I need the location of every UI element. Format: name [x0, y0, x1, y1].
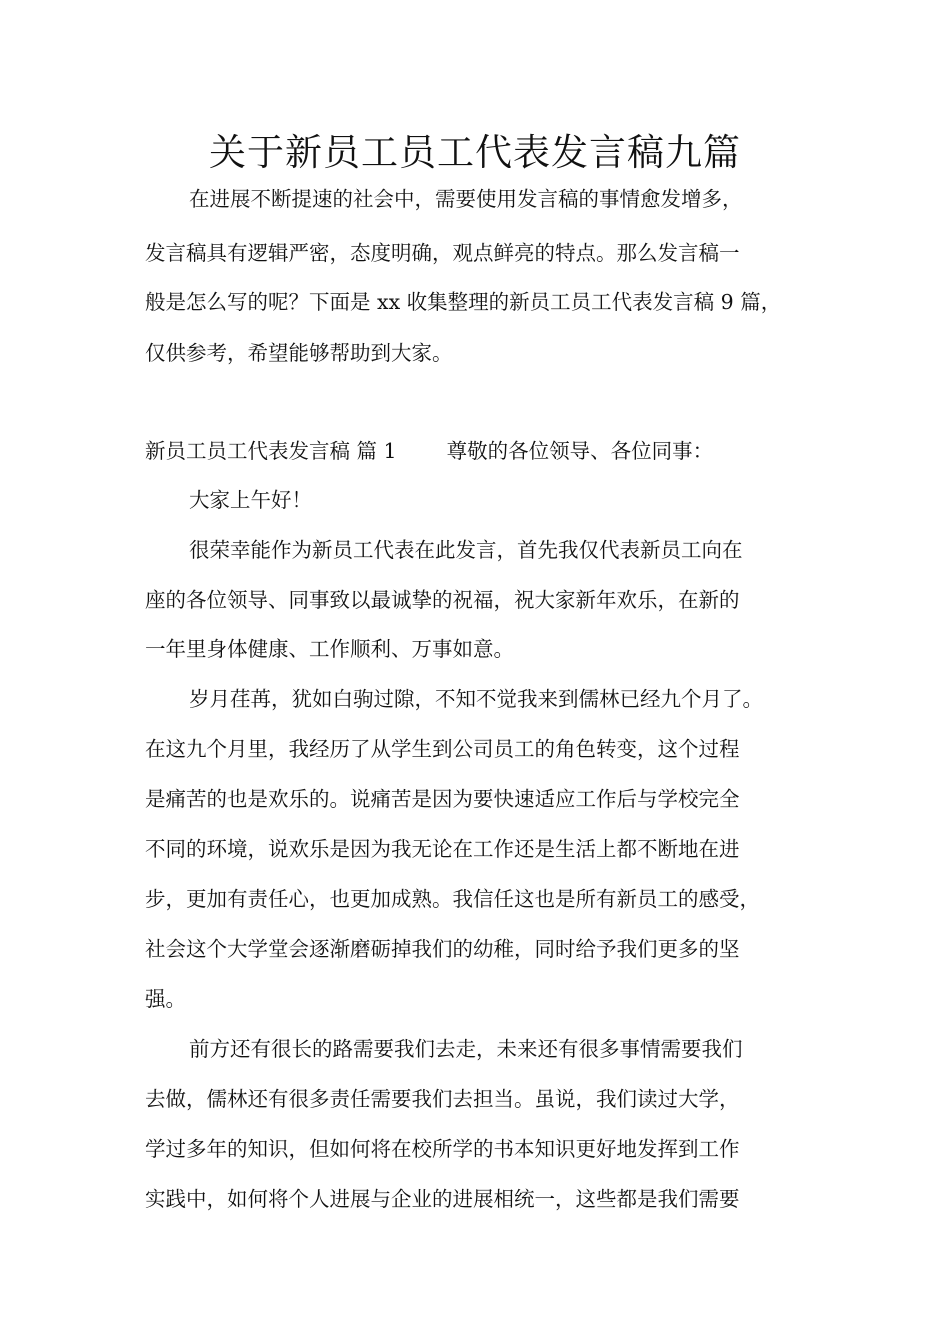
paragraph-line: 岁月荏苒，犹如白驹过隙，不知不觉我来到儒林已经九个月了。 — [189, 687, 763, 711]
paragraph-line: 不同的环境，说欢乐是因为我无论在工作还是生活上都不断地在进 — [145, 837, 740, 861]
salutation: 尊敬的各位领导、各位同事： — [446, 439, 714, 463]
paragraph-line: 前方还有很长的路需要我们去走，未来还有很多事情需要我们 — [189, 1037, 743, 1061]
paragraph-line: 去做，儒林还有很多责任需要我们去担当。虽说，我们读过大学， — [145, 1087, 740, 1111]
paragraph-line: 实践中，如何将个人进展与企业的进展相统一，这些都是我们需要 — [145, 1187, 740, 1211]
document-title: 关于新员工员工代表发言稿九篇 — [209, 131, 741, 174]
paragraph-line: 是痛苦的也是欢乐的。说痛苦是因为要快速适应工作后与学校完全 — [145, 787, 740, 811]
intro-line-1: 在进展不断提速的社会中，需要使用发言稿的事情愈发增多， — [189, 187, 743, 211]
paragraph-line: 步，更加有责任心，也更加成熟。我信任这也是所有新员工的感受， — [145, 887, 760, 911]
paragraph-line: 强。 — [145, 987, 186, 1011]
paragraph-line: 一年里身体健康、工作顺利、万事如意。 — [145, 637, 514, 661]
paragraph-line: 社会这个大学堂会逐渐磨砺掉我们的幼稚，同时给予我们更多的坚 — [145, 937, 740, 961]
paragraph-line: 学过多年的知识，但如何将在校所学的书本知识更好地发挥到工作 — [145, 1137, 740, 1161]
intro-line-3: 般是怎么写的呢？下面是 xx 收集整理的新员工员工代表发言稿 9 篇， — [145, 290, 782, 314]
greeting: 大家上午好！ — [189, 488, 312, 512]
paragraph-line: 座的各位领导、同事致以最诚挚的祝福，祝大家新年欢乐，在新的 — [145, 588, 740, 612]
section-heading-row — [145, 436, 713, 466]
paragraph-line: 在这九个月里，我经历了从学生到公司员工的角色转变，这个过程 — [145, 737, 740, 761]
section-heading: 新员工员工代表发言稿 篇 1 — [145, 439, 397, 463]
intro-line-4: 仅供参考，希望能够帮助到大家。 — [145, 341, 453, 365]
intro-line-2: 发言稿具有逻辑严密，态度明确，观点鲜亮的特点。那么发言稿一 — [145, 241, 740, 265]
paragraph-line: 很荣幸能作为新员工代表在此发言，首先我仅代表新员工向在 — [189, 538, 743, 562]
